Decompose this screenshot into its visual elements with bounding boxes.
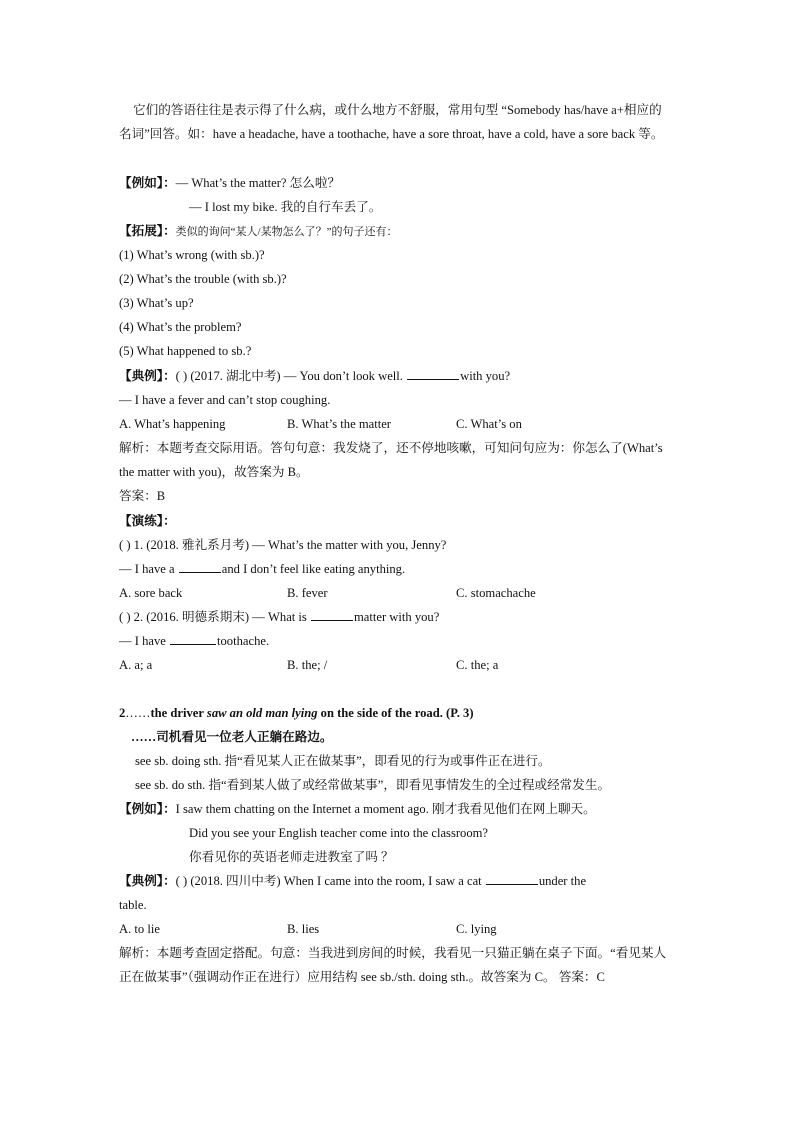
typical-label: 【典例】：: [119, 369, 176, 383]
section-dots: ……: [125, 706, 151, 720]
rule-doing: see sb. doing sth. 指“看见某人正在做某事”，即看见的行为或事件正在进行。: [135, 754, 551, 768]
typical-label: 【典例】：: [119, 874, 176, 888]
practice-q1-line2: [119, 561, 405, 577]
typical2-question: [119, 873, 586, 889]
option-a: A. What’s happening: [119, 417, 226, 431]
q2-pre: ( ) 2. (2016. 明德系期末) — What is: [119, 610, 310, 624]
q1-l2-post: and I don’t feel like eating anything.: [221, 562, 406, 576]
example1-answer: — I lost my bike. 我的自行车丢了。: [189, 200, 382, 214]
answer-blank: [179, 561, 221, 573]
extension-label: 【拓展】：: [119, 224, 176, 238]
option-a: A. to lie: [119, 922, 160, 936]
typical1-analysis: 解析：本题考查交际用语。答句句意：我发烧了，还不停地咳嗽，可知问句应为：你怎么了(What’s the matter with you)，故答案为 B。: [119, 441, 663, 479]
typical1-question: [119, 368, 510, 384]
rule-do: see sb. do sth. 指“看到某人做了或经常做某事”，即看见事情发生的全过程或经常发生。: [135, 778, 611, 792]
option-c: C. lying: [456, 922, 497, 936]
section2-example-line: [119, 801, 596, 817]
typical2-analysis: 解析：本题考查固定搭配。句意：当我进到房间的时候，我看见一只猫正躺在桌子下面。“看见某人正在做某事”（强调动作正在进行）应用结构 see sb./sth. doing sth.。故答案为 C。 答案：C: [119, 946, 667, 984]
section2-heading: [119, 705, 474, 721]
practice-q1: ( ) 1. (2018. 雅礼系月考) — What’s the matter with you, Jenny?: [119, 538, 447, 552]
heading-pre: the driver: [150, 706, 207, 720]
option-b: B. What’s the matter: [287, 417, 391, 431]
option-c: C. the; a: [456, 658, 499, 672]
answer-blank: [311, 609, 353, 621]
example-label: 【例如】：: [119, 176, 176, 190]
extension-item: (5) What happened to sb.?: [119, 344, 252, 358]
example-sentence-2: Did you see your English teacher come into the classroom?: [189, 826, 489, 840]
q2-post: matter with you?: [353, 610, 440, 624]
typical1-reply: — I have a fever and can’t stop coughing.: [119, 393, 331, 407]
extension-text: 类似的询问“某人/某物怎么了？”的句子还有：: [175, 226, 398, 238]
example-label: 【例如】：: [119, 802, 176, 816]
q2-l2-post: toothache.: [217, 634, 270, 648]
q2-l2-pre: — I have: [119, 634, 170, 648]
typical2-line2: table.: [119, 898, 147, 912]
option-c: C. stomachache: [456, 586, 536, 600]
option-b: B. lies: [287, 922, 320, 936]
example-sentence: I saw them chatting on the Internet a moment ago. 刚才我看见他们在网上聊天。: [175, 802, 596, 816]
option-a: A. sore back: [119, 586, 183, 600]
extension-item: (3) What’s up?: [119, 296, 194, 310]
extension-item: (4) What’s the problem?: [119, 320, 242, 334]
option-a: A. a; a: [119, 658, 153, 672]
section-number: 2: [119, 706, 126, 720]
heading-post: on the side of the road. (P. 3): [317, 706, 474, 720]
example1-q-line: [119, 175, 340, 191]
typical2-pre: ( ) (2018. 四川中考) When I came into the room, I saw a cat: [175, 874, 485, 888]
heading-italic: saw an old man lying: [206, 706, 318, 720]
practice-q2: [119, 609, 439, 625]
extension-item: (1) What’s wrong (with sb.)?: [119, 248, 265, 262]
intro-paragraph: [119, 98, 671, 146]
practice-label: 【演练】：: [119, 514, 176, 528]
answer-blank: [170, 633, 216, 645]
option-c: C. What’s on: [456, 417, 522, 431]
intro-text: 它们的答语往往是表示得了什么病，或什么地方不舒服，常用句型 “Somebody has/have a+相应的名词”回答。如：have a headache, have a toothache, have a sore throat, have a cold, have a sore back 等。: [119, 103, 664, 141]
section2-translation: ……司机看见一位老人正躺在路边。: [131, 730, 333, 744]
example-question: — What’s the matter? 怎么啦？: [175, 176, 341, 190]
option-b: B. fever: [287, 586, 328, 600]
example-sentence-2-cn: 你看见你的英语老师走进教室了吗 ？: [189, 850, 394, 864]
practice-q2-line2: [119, 633, 269, 649]
typical1-q-post: with you?: [460, 369, 511, 383]
extension-line: [119, 223, 398, 240]
typical2-post: under the: [538, 874, 587, 888]
answer-blank: [407, 368, 459, 380]
typical1-answer: 答案：B: [119, 489, 166, 503]
typical1-q-pre: ( ) (2017. 湖北中考) — You don’t look well.: [175, 369, 407, 383]
option-b: B. the; /: [287, 658, 328, 672]
extension-item: (2) What’s the trouble (with sb.)?: [119, 272, 287, 286]
q1-l2-pre: — I have a: [119, 562, 178, 576]
answer-blank: [486, 873, 538, 885]
